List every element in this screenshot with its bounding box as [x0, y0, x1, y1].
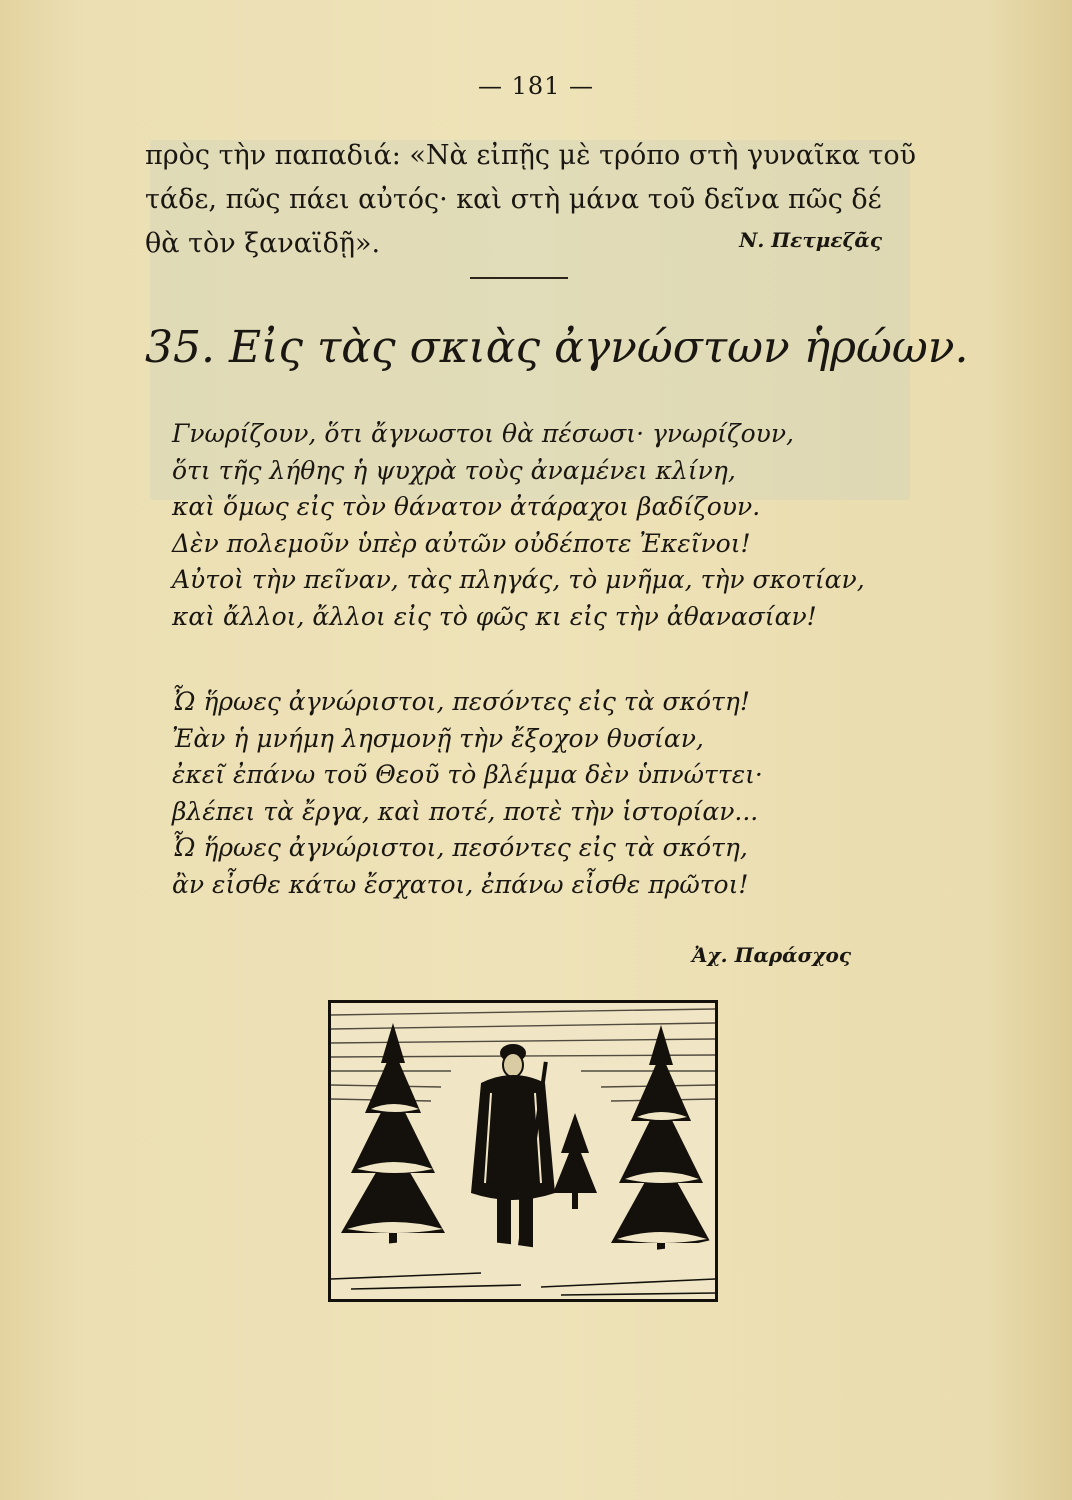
poem-title: 35. Εἰς τὰς σκιὰς ἀγνώστων ἡρώων.: [145, 322, 969, 373]
poem-line: Αὐτοὶ τὴν πεῖναν, τὰς πληγάς, τὸ μνῆμα, τὴν σκοτίαν,: [172, 565, 865, 595]
prose-author: Ν. Πετμεζᾶς: [739, 228, 882, 252]
poem-line: βλέπει τὰ ἔργα, καὶ ποτέ, ποτὲ τὴν ἱστορίαν...: [172, 796, 759, 826]
poem-line: ὅτι τῆς λήθης ἡ ψυχρὰ τοὺς ἀναμένει κλίνη,: [172, 455, 736, 485]
page-number: — 181 —: [477, 72, 595, 100]
section-divider: [470, 277, 568, 279]
soldier-in-snow-woodcut: [328, 1000, 718, 1302]
poem-line: Γνωρίζουν, ὅτι ἄγνωστοι θὰ πέσωσι· γνωρίζουν,: [172, 419, 794, 448]
right-pine-tree: [611, 1025, 711, 1267]
poem-line: Ὦ ἥρωες ἀγνώριστοι, πεσόντες εἰς τὰ σκότη!: [172, 687, 750, 716]
prose-line: θὰ τὸν ξαναϊδῇ».: [145, 228, 381, 259]
soldier-figure: [471, 1044, 555, 1261]
poem-stanza-2: [172, 684, 932, 904]
poem-line: ἂν εἶσθε κάτω ἔσχατοι, ἐπάνω εἶσθε πρῶτοι!: [172, 869, 749, 899]
poem-line: Ὦ ἥρωες ἀγνώριστοι, πεσόντες εἰς τὰ σκότη,: [172, 833, 748, 863]
poem-stanza-1: [172, 416, 932, 636]
small-pine-tree: [553, 1113, 597, 1209]
prose-line: πρὸς τὴν παπαδιά: «Νὰ εἰπῇς μὲ τρόπο στὴ γυναῖκα τοῦ: [145, 140, 917, 171]
poem-author: Ἀχ. Παράσχος: [692, 943, 851, 967]
prose-line: τάδε, πῶς πάει αὐτός· καὶ στὴ μάνα τοῦ δεῖνα πῶς δέ: [145, 184, 882, 215]
poem-line: ἐκεῖ ἐπάνω τοῦ Θεοῦ τὸ βλέμμα δὲν ὑπνώττει·: [172, 760, 763, 790]
woodcut-illustration: [331, 1003, 715, 1299]
poem-line: Ἐὰν ἡ μνήμη λησμονῇ τὴν ἔξοχον θυσίαν,: [172, 723, 704, 753]
poem-line: Δὲν πολεμοῦν ὑπὲρ αὐτῶν οὐδέποτε Ἐκεῖνοι!: [172, 528, 751, 558]
poem-line: καὶ ὅμως εἰς τὸν θάνατον ἀτάραχοι βαδίζουν.: [172, 492, 761, 522]
poem-line: καὶ ἄλλοι, ἄλλοι εἰς τὸ φῶς κι εἰς τὴν ἀθανασίαν!: [172, 601, 817, 631]
